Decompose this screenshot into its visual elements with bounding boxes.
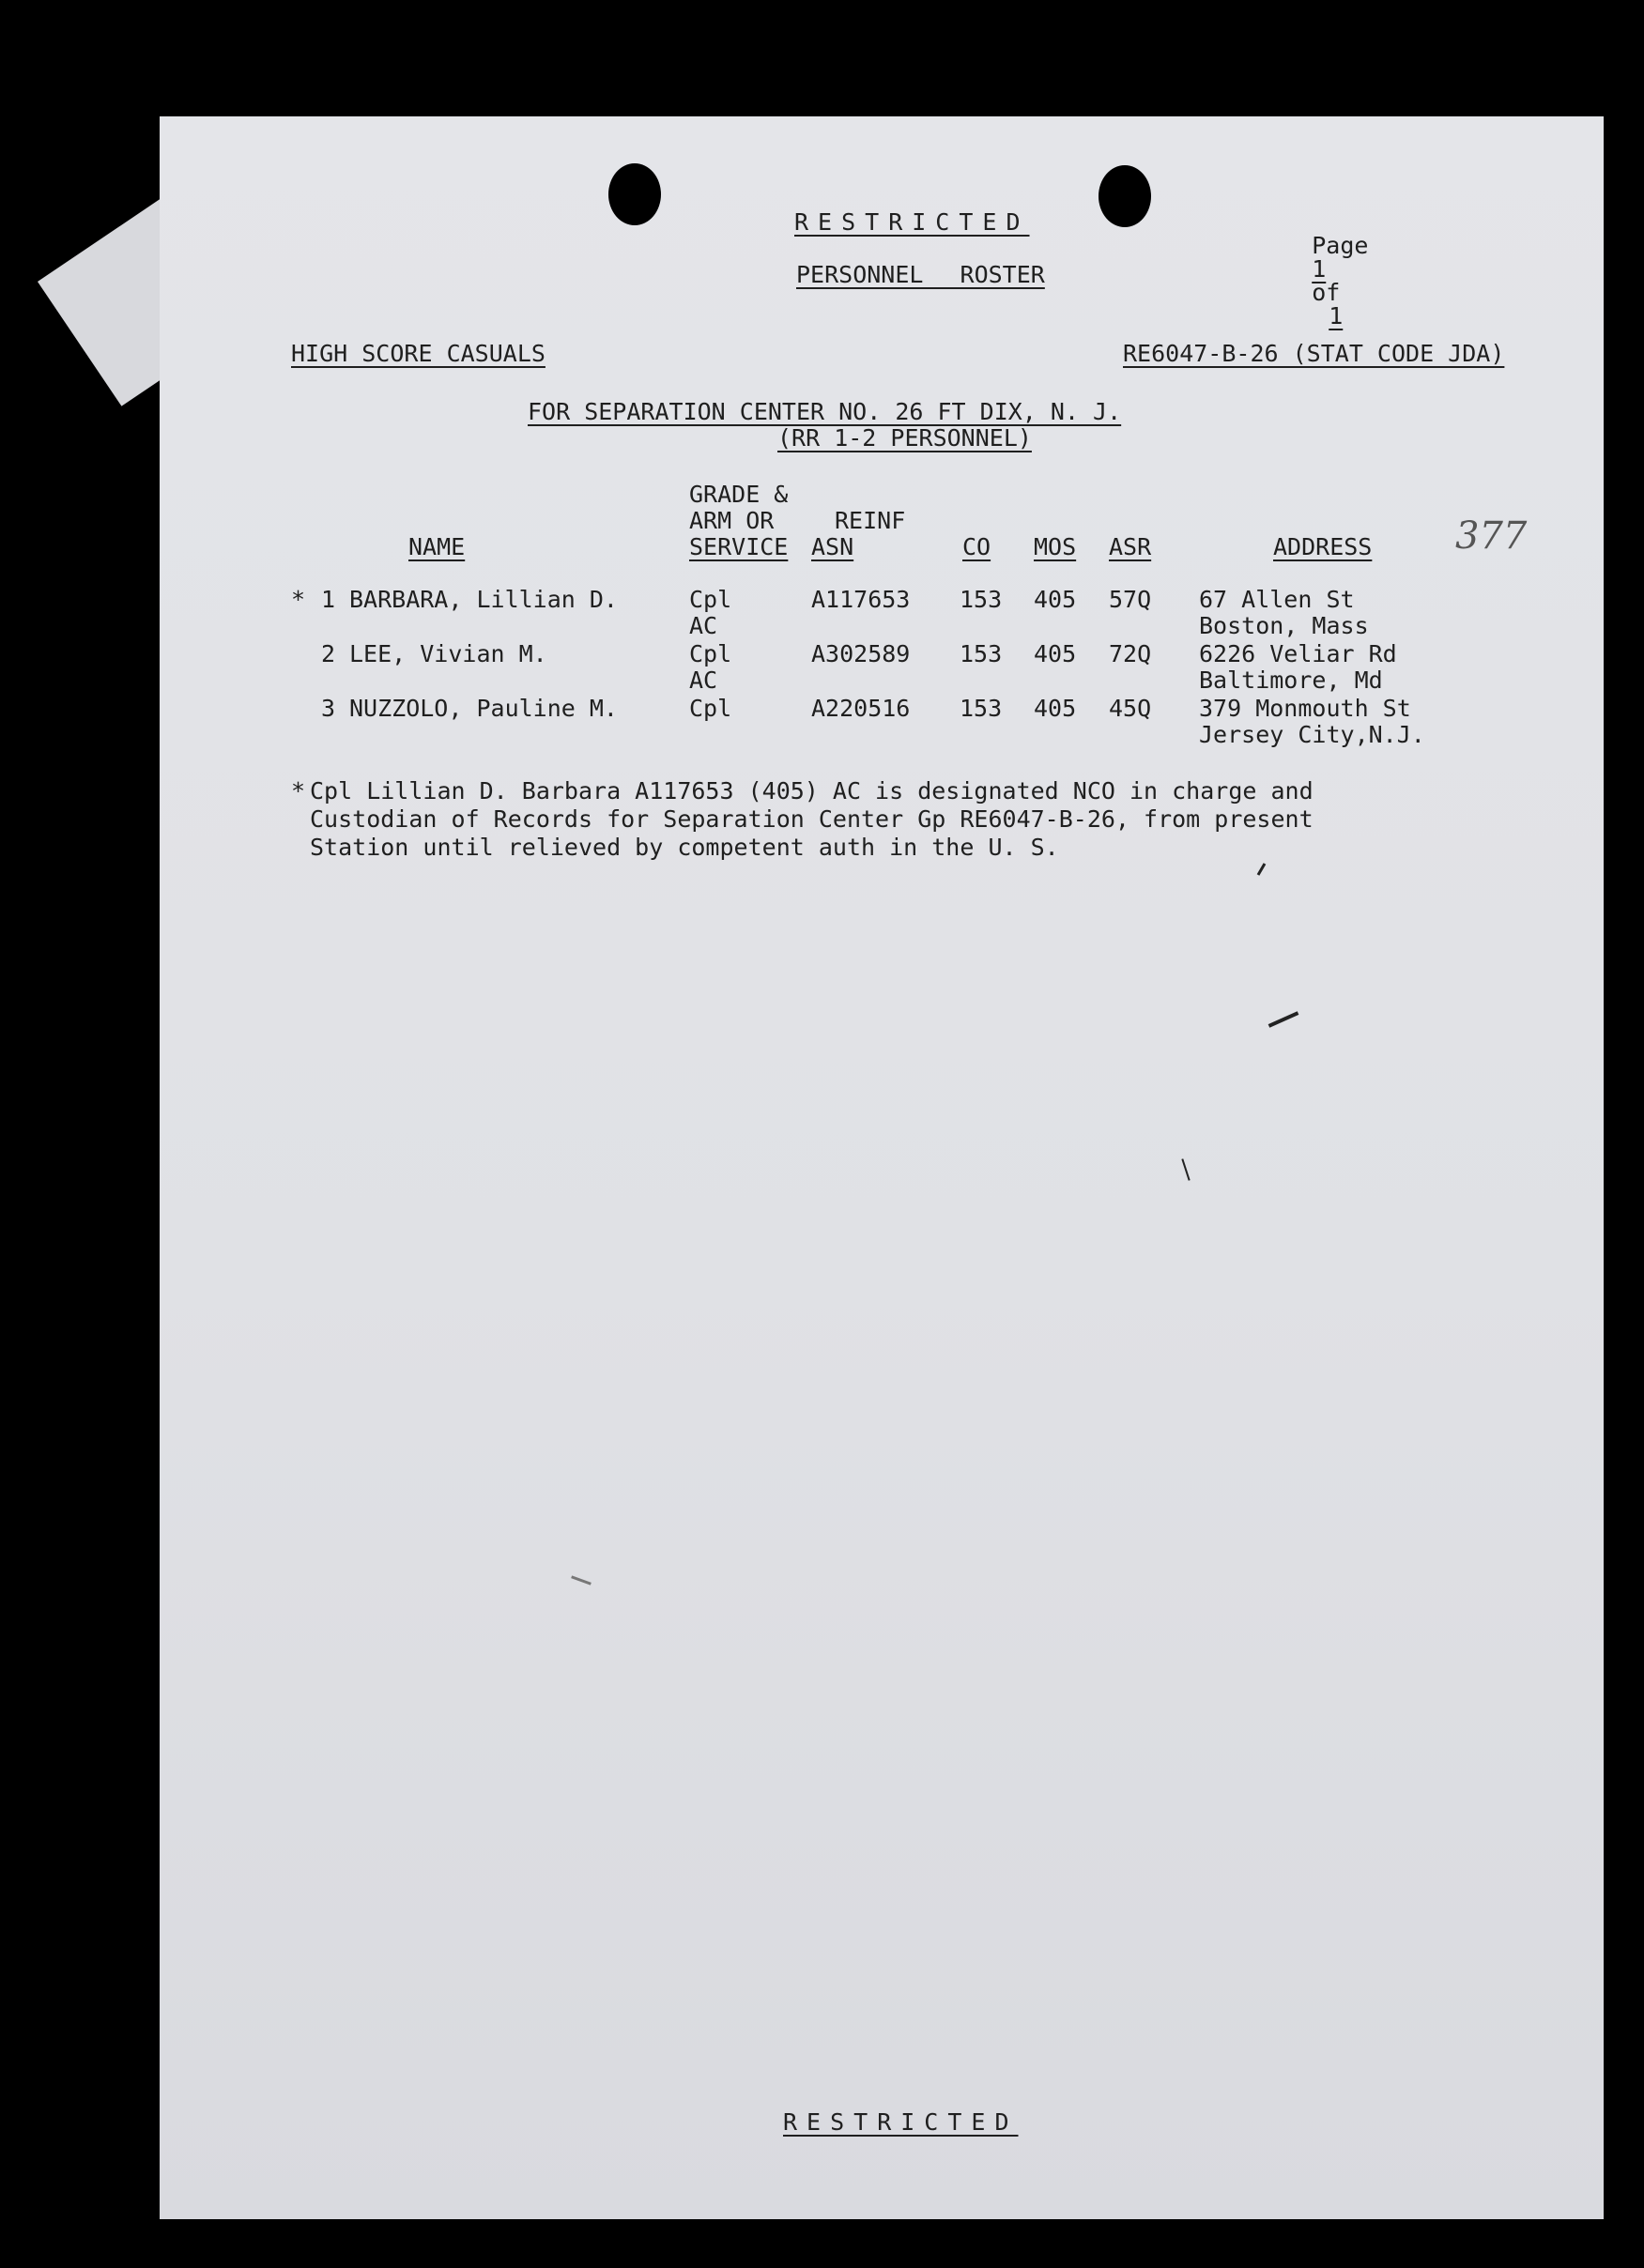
roster-title: PERSONNEL ROSTER — [796, 261, 1045, 288]
col-asn: ASN — [811, 533, 854, 560]
row-arm: AC — [689, 667, 718, 694]
row-co: 153 — [960, 695, 1003, 722]
row-grade: Cpl — [689, 695, 732, 722]
row-arm: AC — [689, 612, 718, 639]
row-grade: Cpl — [689, 586, 732, 613]
document-page — [160, 116, 1604, 2219]
row-address-line1: 67 Allen St — [1199, 586, 1355, 613]
col-mos: MOS — [1034, 533, 1077, 560]
row-co: 153 — [960, 586, 1003, 613]
separation-center: FOR SEPARATION CENTER NO. 26 FT DIX, N. J. — [528, 398, 1122, 425]
page-number: 1 — [1312, 255, 1327, 283]
ink-speck — [1257, 863, 1267, 876]
col-address: ADDRESS — [1273, 533, 1373, 560]
row-name: NUZZOLO, Pauline M. — [349, 695, 618, 722]
row-star: * — [291, 586, 306, 613]
row-name: BARBARA, Lillian D. — [349, 586, 618, 613]
page-indicator — [1255, 210, 1368, 351]
row-address-line2: Baltimore, Md — [1199, 667, 1383, 694]
col-asr: ASR — [1109, 533, 1152, 560]
row-number: 1 — [321, 586, 336, 613]
row-asr: 72Q — [1109, 640, 1152, 667]
row-asr: 45Q — [1109, 695, 1152, 722]
classification-header: RESTRICTED — [794, 208, 1030, 236]
punch-hole-left — [608, 163, 661, 225]
row-asn: A302589 — [811, 640, 911, 667]
footnote-line3: Station until relieved by competent auth in the U. S. — [310, 834, 1059, 861]
row-address-line1: 379 Monmouth St — [1199, 695, 1411, 722]
row-address-line1: 6226 Veliar Rd — [1199, 640, 1397, 667]
row-number: 2 — [321, 640, 336, 667]
col-name: NAME — [408, 533, 466, 560]
row-grade: Cpl — [689, 640, 732, 667]
row-mos: 405 — [1034, 695, 1077, 722]
row-mos: 405 — [1034, 586, 1077, 613]
punch-hole-right — [1099, 165, 1151, 227]
col-grade-line3: SERVICE — [689, 533, 789, 560]
ink-speck — [1181, 1158, 1190, 1180]
row-name: LEE, Vivian M. — [349, 640, 547, 667]
col-co: CO — [962, 533, 991, 560]
classification-footer: RESTRICTED — [783, 2108, 1019, 2136]
footnote-line2: Custodian of Records for Separation Center Gp RE6047-B-26, from present — [310, 805, 1314, 833]
row-number: 3 — [321, 695, 336, 722]
ink-speck — [1268, 1011, 1299, 1027]
row-address-line2: Jersey City,N.J. — [1199, 721, 1425, 748]
stat-code: RE6047-B-26 (STAT CODE JDA) — [1123, 340, 1505, 367]
page-total: 1 — [1329, 302, 1344, 329]
col-reinf: REINF — [835, 507, 906, 534]
page-of: of — [1312, 279, 1341, 306]
group-name: HIGH SCORE CASUALS — [291, 340, 545, 367]
ink-speck — [571, 1575, 592, 1585]
footnote-line1: Cpl Lillian D. Barbara A117653 (405) AC is designated NCO in charge and — [310, 777, 1314, 805]
row-asn: A117653 — [811, 586, 911, 613]
handwritten-number: 377 — [1455, 514, 1528, 558]
personnel-note: (RR 1-2 PERSONNEL) — [777, 424, 1032, 452]
row-address-line2: Boston, Mass — [1199, 612, 1369, 639]
row-asn: A220516 — [811, 695, 911, 722]
row-asr: 57Q — [1109, 586, 1152, 613]
row-mos: 405 — [1034, 640, 1077, 667]
page-label: Page — [1312, 232, 1369, 259]
col-grade-line1: GRADE & — [689, 481, 789, 508]
row-co: 153 — [960, 640, 1003, 667]
footnote-star: * — [291, 777, 306, 805]
col-grade-line2: ARM OR — [689, 507, 775, 534]
